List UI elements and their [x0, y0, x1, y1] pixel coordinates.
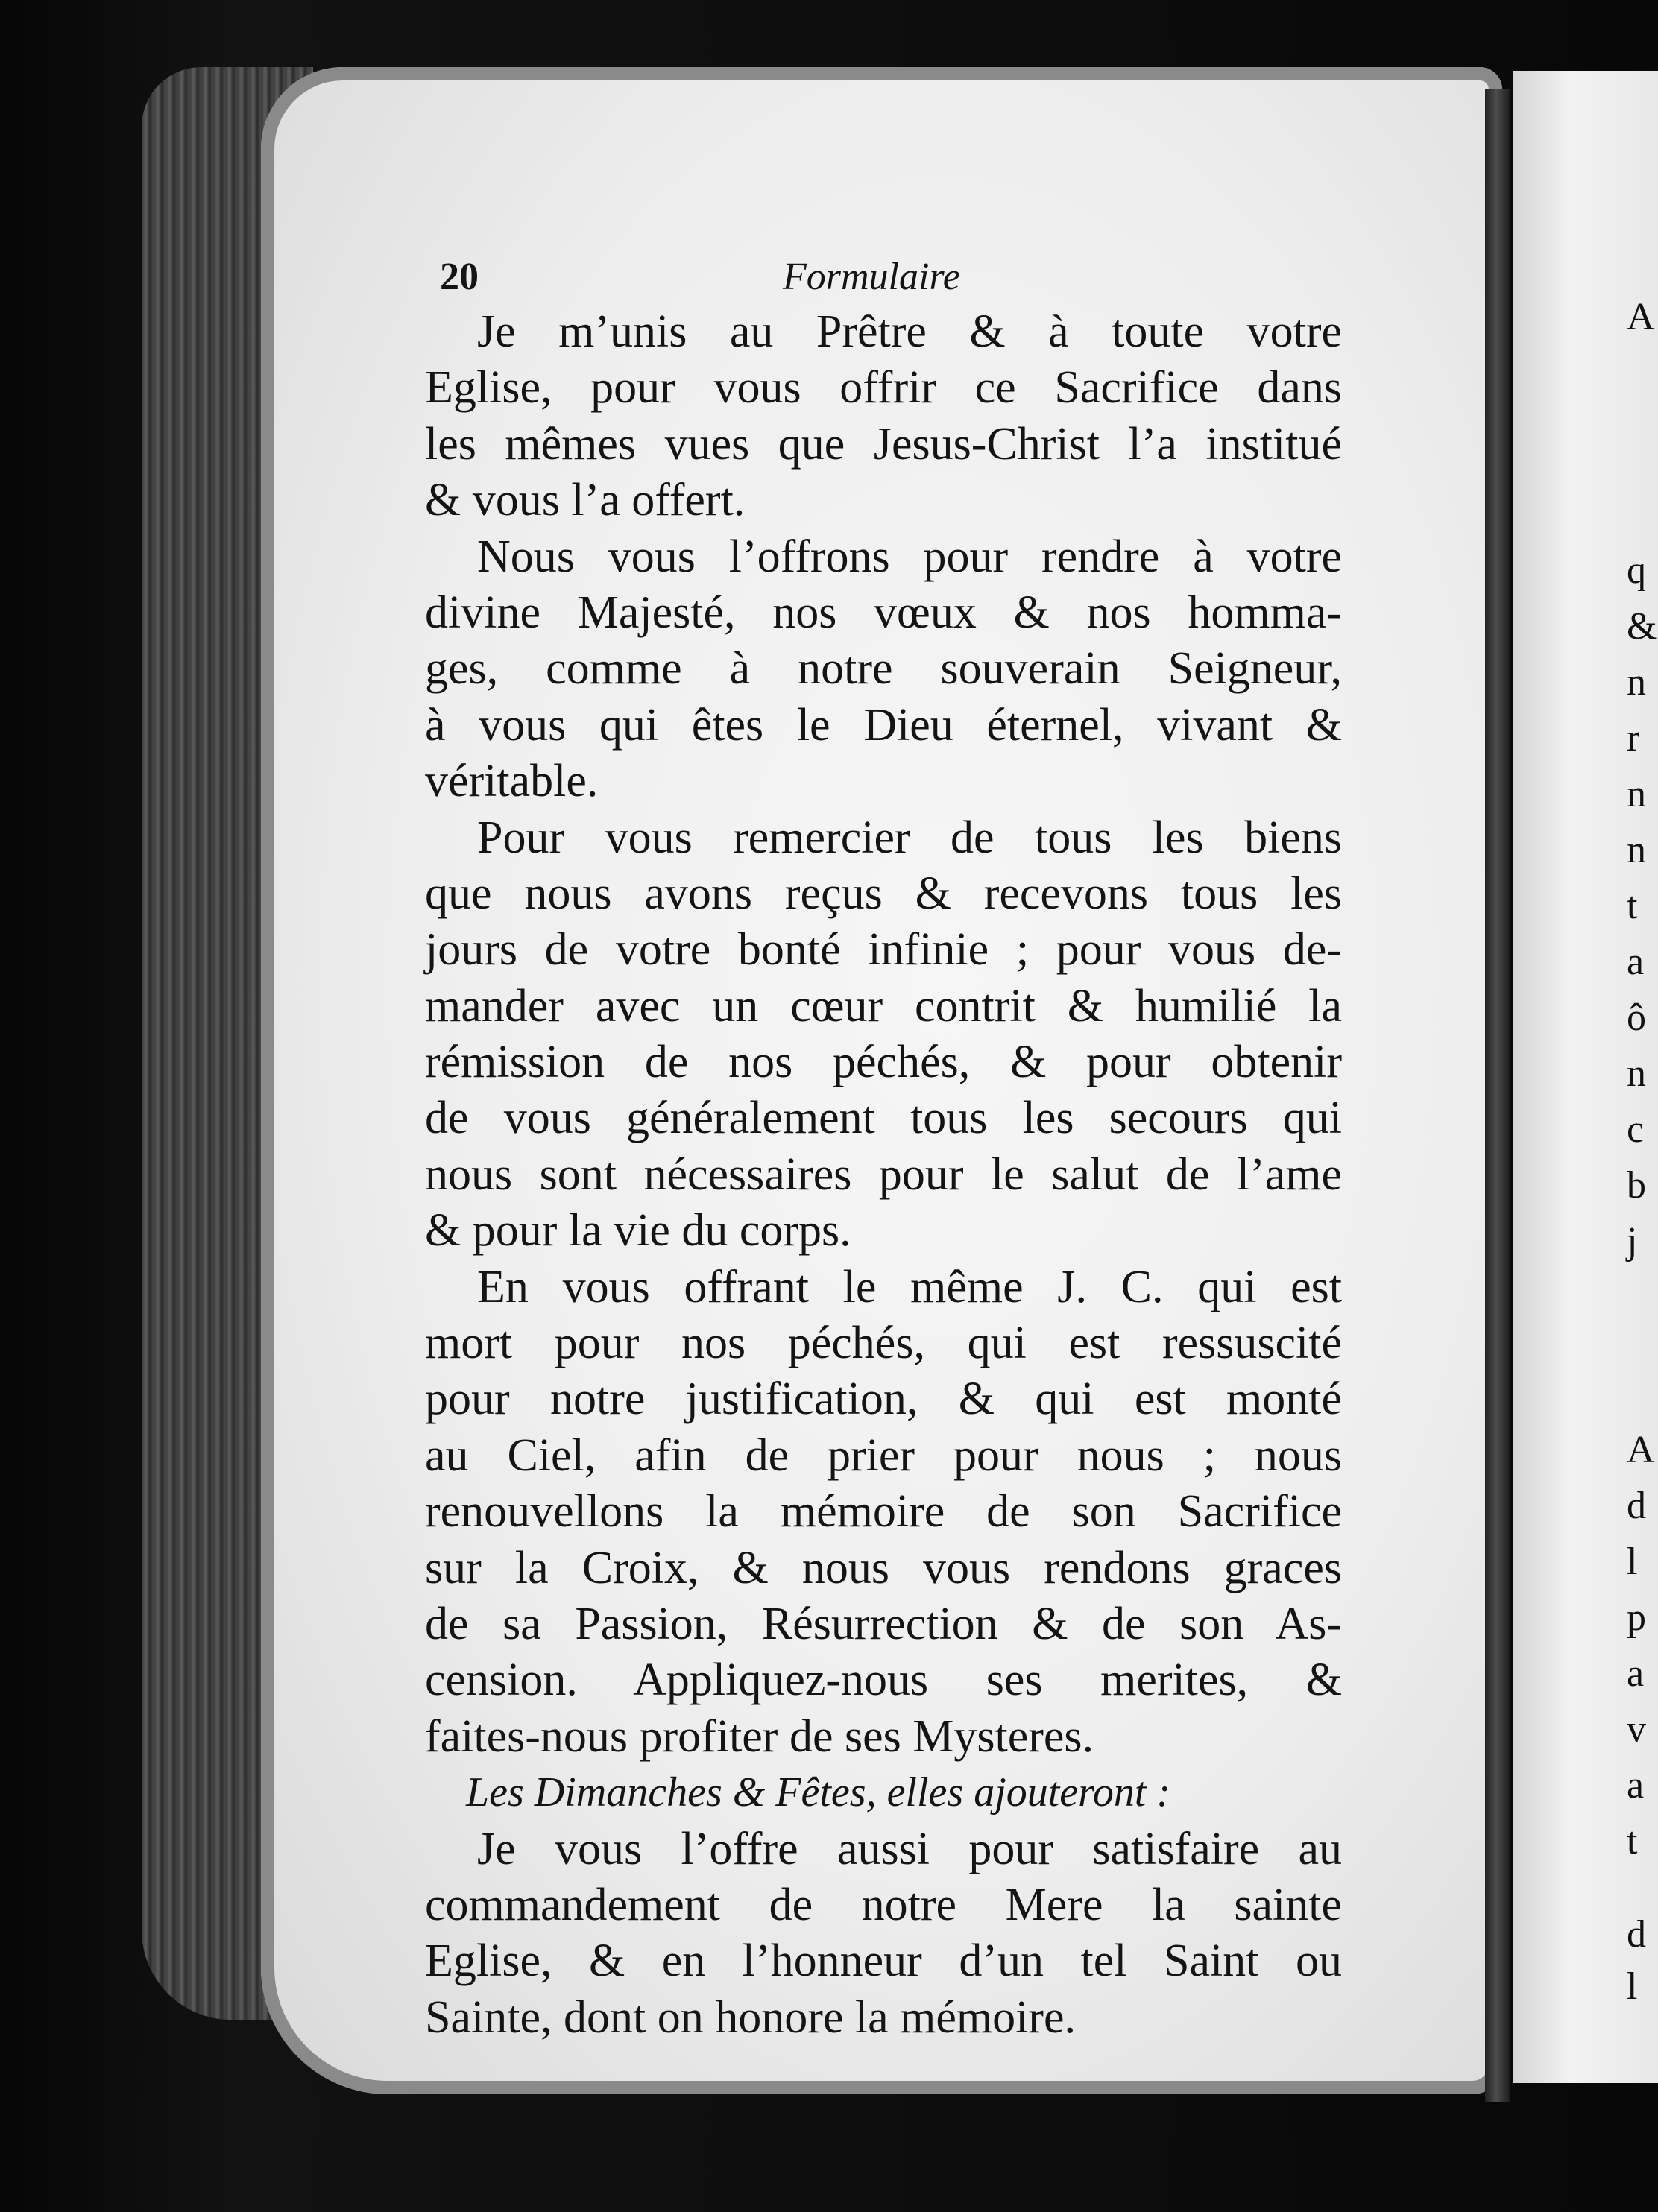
text-line: Je m’unis au Prêtre & à toute votre: [477, 306, 1342, 357]
facing-fragment: l: [1627, 1540, 1638, 1583]
facing-fragment: a: [1627, 1764, 1645, 1807]
text-line: au Ciel, afin de prier pour nous ; nous: [425, 1429, 1342, 1481]
text-line: à vous qui êtes le Dieu éternel, vivant &: [425, 699, 1342, 750]
text-line: Nous vous l’offrons pour rendre à votre: [477, 531, 1342, 582]
running-title: Formulaire: [783, 256, 960, 298]
text-line: En vous offrant le même J. C. qui est: [477, 1261, 1342, 1312]
facing-fragment: l: [1627, 1965, 1638, 2008]
text-line: faites-nous profiter de ses Mysteres.: [425, 1710, 1094, 1762]
facing-fragment: t: [1627, 885, 1638, 927]
text-line: & pour la vie du corps.: [425, 1205, 851, 1257]
facing-fragment: ô: [1627, 996, 1646, 1039]
page-text: [425, 238, 1342, 2046]
text-line: mander avec un cœur contrit & humilié la: [425, 980, 1342, 1031]
text-line: jours de votre bonté infinie ; pour vous de-: [425, 924, 1342, 976]
text-line: Eglise, pour vous offrir ce Sacrifice dans: [425, 362, 1342, 414]
facing-fragment: n: [1627, 661, 1646, 704]
facing-fragment: A: [1627, 1429, 1655, 1471]
page-number: 20: [440, 256, 479, 298]
running-head: [425, 238, 1342, 304]
text-line: Eglise, & en l’honneur d’un tel Saint ou: [425, 1935, 1342, 1987]
facing-fragment: n: [1627, 1052, 1646, 1095]
text-line: Pour vous remercier de tous les biens: [477, 812, 1342, 863]
facing-fragment: d: [1627, 1913, 1646, 1956]
text-line: nous sont nécessaires pour le salut de l’ame: [425, 1148, 1342, 1200]
facing-fragment: &: [1627, 605, 1657, 648]
facing-fragment: c: [1627, 1108, 1645, 1151]
text-line: véritable.: [425, 756, 599, 807]
facing-fragment: q: [1627, 549, 1646, 592]
text-line: divine Majesté, nos vœux & nos homma-: [425, 587, 1342, 638]
text-line: ges, comme à notre souverain Seigneur,: [425, 643, 1342, 695]
facing-fragment: a: [1627, 941, 1645, 983]
facing-fragment: b: [1627, 1164, 1646, 1207]
text-line: rémission de nos péchés, & pour obtenir: [425, 1037, 1342, 1088]
text-line: renouvellons la mémoire de son Sacrifice: [425, 1486, 1342, 1538]
text-line: cension. Appliquez-nous ses merites, &: [425, 1655, 1342, 1706]
text-line: sur la Croix, & nous vous rendons graces: [425, 1542, 1342, 1593]
text-line: commandement de notre Mere la sainte: [425, 1879, 1342, 1930]
rubric-line: Les Dimanches & Fêtes, elles ajouteront :: [466, 1769, 1171, 1816]
facing-fragment: n: [1627, 773, 1646, 815]
text-line: que nous avons reçus & recevons tous les: [425, 868, 1342, 919]
book-gutter: [1485, 89, 1510, 2102]
facing-fragment: p: [1627, 1596, 1646, 1639]
facing-fragment: a: [1627, 1652, 1645, 1695]
facing-page: [1513, 71, 1658, 2083]
facing-fragment: A: [1627, 296, 1655, 338]
facing-fragment: d: [1627, 1485, 1646, 1527]
text-line: & vous l’a offert.: [425, 475, 746, 526]
facing-fragment: r: [1627, 717, 1640, 759]
facing-fragment: j: [1627, 1220, 1638, 1263]
facing-fragment: t: [1627, 1820, 1638, 1862]
text-line: de sa Passion, Résurrection & de son As-: [425, 1598, 1342, 1649]
text-line: pour notre justification, & qui est monté: [425, 1374, 1342, 1425]
text-line: les mêmes vues que Jesus-Christ l’a institué: [425, 418, 1342, 470]
facing-fragment: n: [1627, 829, 1646, 871]
text-line: de vous généralement tous les secours qui: [425, 1093, 1342, 1144]
text-line: Je vous l’offre aussi pour satisfaire au: [477, 1823, 1342, 1874]
text-line: mort pour nos péchés, qui est ressuscité: [425, 1318, 1342, 1369]
facing-fragment: v: [1627, 1708, 1646, 1751]
text-line: Sainte, dont on honore la mémoire.: [425, 1991, 1076, 2043]
